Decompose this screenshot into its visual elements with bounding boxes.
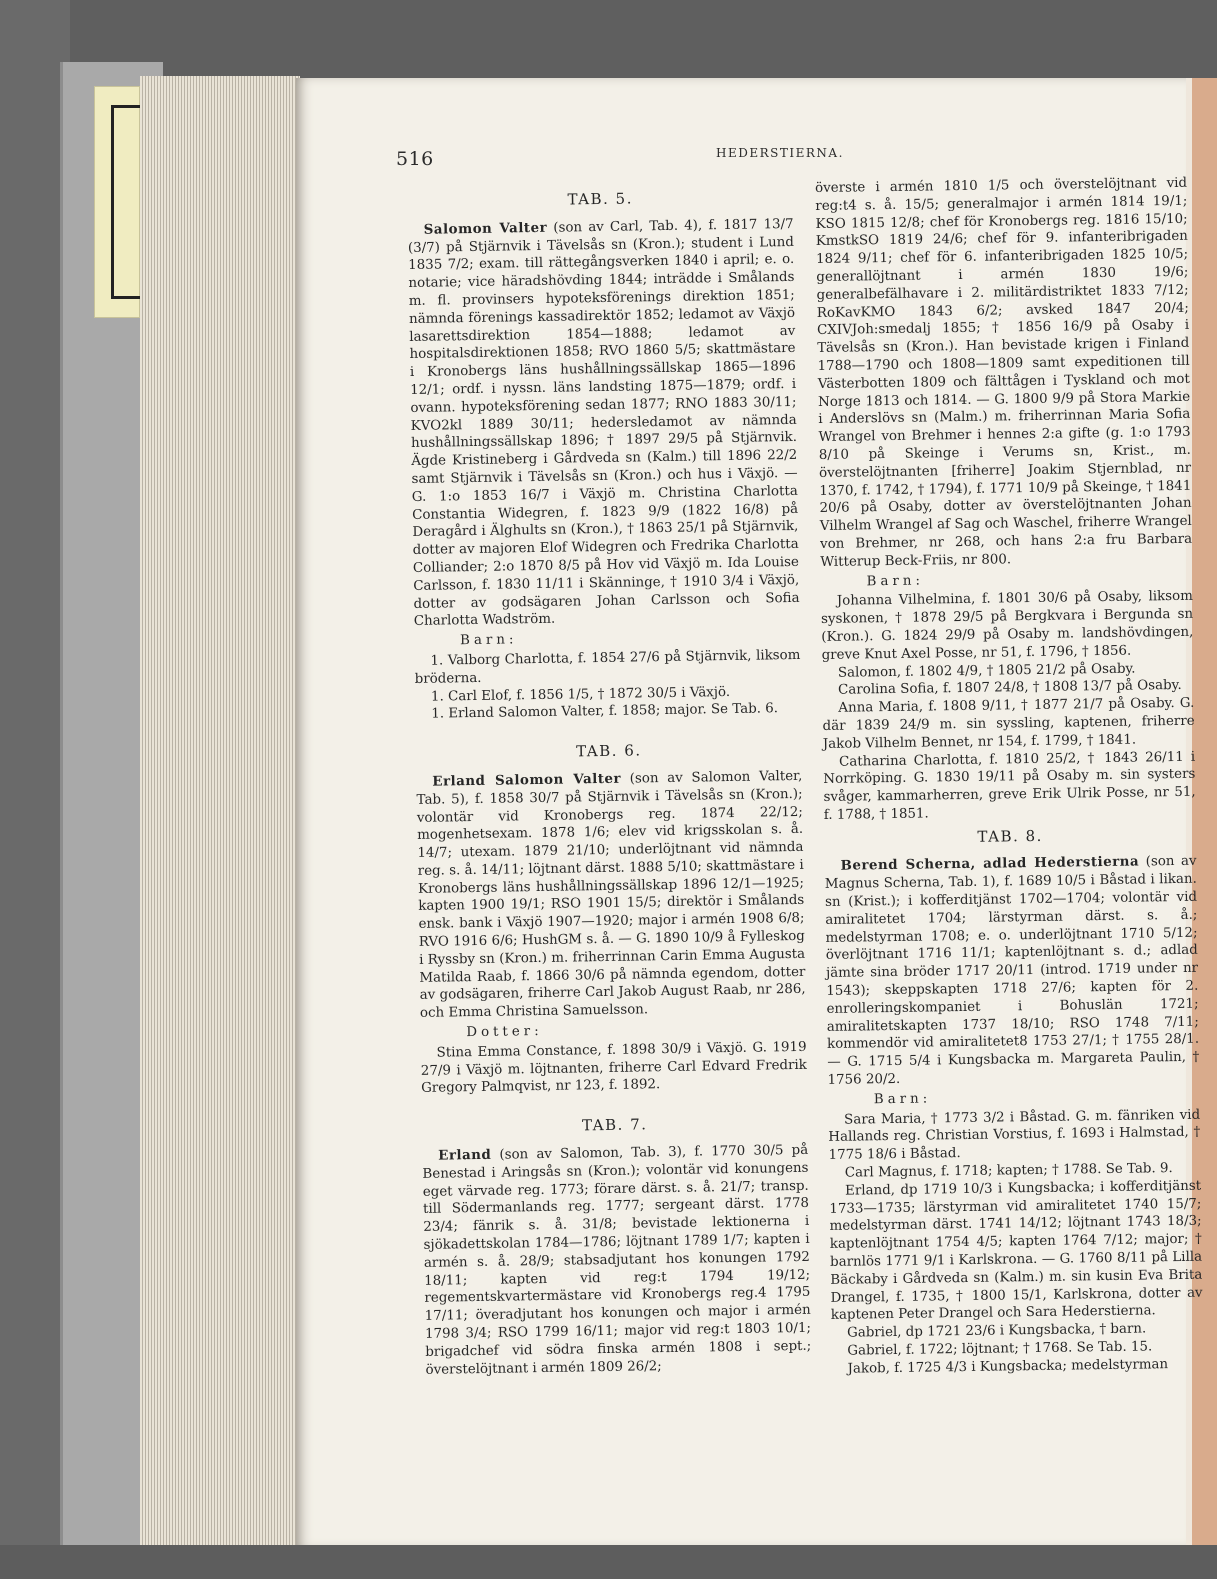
section-heading: TAB. 8.: [977, 826, 1043, 846]
entry-continuation: överste i armén 1810 1/5 och överstelöjtnant vid reg:t4 s. å. 15/5; generalmajor i armén 1814 19/1; KSO 1815 12/8; chef för Kronobergs reg. 1816 15/10; KmstkSO 1819 24/6; chef för 9. infanteribrigaden 1824 9/11; chef för 6. infanteribrigaden 1825 10/5; generallöjtnant i armén 1830 19/6; generalbefälhavare i 2. militärdistriktet 1833 7/12; RoKavKMO 1843 6/2; avsked 1847 20/4; CXIVJoh:smedalj 1855; † 1856 16/9 på Osaby i Tävelsås sn (Kron.). Han bevistade krigen i Finland 1788—1790 och 1808—1809 samt expeditionen till Västerbotten 1809 och fälttågen i Tyskland och mot Norge 1813 och 1814. — G. 1800 9/9 på Stora Markie i Anderslövs sn (Malm.) m. friherrinnan Maria Sofia Wrangel von Brehmer i hennes 2:a gifte (g. 1:o 1793 8/10 på Skeinge i Verums sn, Krist., m. överstelöjtnanten [friherre] Joakim Stjernblad, nr 1370, f. 1742, † 1794), f. 1771 10/9 på Skeinge, † 1841 20/6 på Osaby, dotter av överstelöjtnanten Johan Vilhelm Wrangel af Sag och Waschel, friherre Wrangel von Brehmer, nr 268, och hans 2:a fru Barbara Witterup Beck-Friis, nr 800.: [815, 175, 1193, 570]
entry-text: (son av Salomon Valter, Tab. 5), f. 1858 30/7 på Stjärnvik i Tävelsås sn (Kron.); volontär vid Kronobergs reg. 1874 22/12; mogenhetsexam. 1878 1/6; elev vid krigsskolan s. å. 14/7; utexam. 1879 21/10; underlöjtnant vid nämnda reg. s. å. 14/11; löjtnant därst. 1888 5/10; skattmästare i Kronobergs läns hushållningssällskap 1896 12/1—1925; kapten 1900 19/1; RSO 1901 15/5; direktör i Smålands ensk. bank i Växjö 1907—1920; major i armén 1908 6/8; RVO 1916 6/6; HushGM s. å. — G. 1890 10/9 å Fylleskog i Ryssby sn (Kron.) m. friherrinnan Carin Emma Augusta Matilda Raab, f. 1866 30/6 på nämnda egendom, dotter av godsägaren, friherre Carl Jakob August Raab, nr 286, och Emma Christina Samuelsson.: [416, 768, 806, 1022]
child-entry: Stina Emma Constance, f. 1898 30/9 i Växjö. G. 1919 27/9 i Växjö m. löjtnanten, friherre Carl Edvard Fredrik Gregory Palmqvist, nr 123, f. 1892.: [420, 1039, 807, 1097]
child-entry: Carl Magnus, f. 1718; kapten; † 1788. Se Tab. 9.: [844, 1161, 1173, 1181]
person-name: Erland: [438, 1146, 492, 1164]
person-entry: [408, 216, 800, 631]
children-label: Barn:: [866, 573, 925, 589]
page-number: 516: [396, 148, 434, 170]
child-entry: Jakob, f. 1725 4/3 i Kungsbacka; medelstyrman: [847, 1356, 1169, 1377]
section-heading: TAB. 7.: [581, 1115, 648, 1135]
child-entry: 1. Valborg Charlotta, f. 1854 27/6 på Stjärnvik, liksom bröderna.: [414, 647, 801, 687]
background-bottom: [0, 1545, 1217, 1579]
child-entry: Sara Maria, † 1773 3/2 i Båstad. G. m. fänriken vid Hallands reg. Christian Vorstius, f. 1693 i Halmstad, † 1775 18/6 i Båstad.: [828, 1107, 1201, 1164]
section-heading: TAB. 5.: [567, 189, 634, 209]
children-label: Dotter:: [466, 1024, 543, 1041]
entry-text: (son av Magnus Scherna, Tab. 1), f. 1689 10/5 i Båstad i likan. sn (Krist.); i kofferditjänst 1702—1704; volontär vid amiralitetet 1704; lärstyrman därst. s. å.; medelstyrman 1708; e. o. underlöjtnant 1710 5/12; överlöjtnant 1716 11/1; kaptenlöjtnant s. d.; adlad jämte sina bröder 1717 20/11 (introd. 1719 under nr 1543); skeppskapten 1718 27/6; kapten för 2. enrolleringskompaniet i Bohuslän 1721; amiralitetskapten 1737 18/10; RSO 1748 7/11; kommendör vid amiralitetet8 1753 27/1; † 1755 28/1. — G. 1715 5/4 i Kungsbacka m. Margareta Paulin, † 1756 20/2.: [824, 854, 1200, 1088]
child-entry: Johanna Vilhelmina, f. 1801 30/6 på Osaby, liksom syskonen, † 1878 29/5 på Bergkvara i Bergunda sn (Kron.). G. 1824 29/9 på Osaby m. landshövdingen, greve Knut Axel Posse, nr 51, f. 1796, † 1856.: [821, 589, 1194, 663]
person-entry: [416, 768, 806, 1023]
child-entry: Gabriel, f. 1722; löjtnant; † 1768. Se Tab. 15.: [847, 1339, 1153, 1359]
entry-text: (son av Salomon, Tab. 3), f. 1770 30/5 på Benestad i Aringsås sn (Kron.); volontär vid konungens eget värvade reg. 1773; förare därst. s. å. 21/7; transp. till Södermanlands reg. 1777; sergeant därst. 1778 23/4; fänrik s. å. 31/8; bevistade lektionerna i sjökadettskolan 1784—1786; löjtnant 1789 1/7; kapten i armén s. å. 28/9; stabsadjutant hos konungen 1792 18/11; kapten vid reg:t 1794 19/12; regementskvartermästare vid Kronobergs reg.4 1795 17/11; överadjutant hos konungen och major i armén 1798 3/4; RSO 1799 16/11; major vid reg:t 1803 10/1; brigadchef vid södra finska armén 1808 i sept.; överstelöjtnant i armén 1809 26/2;: [422, 1142, 812, 1378]
child-entry: Salomon, f. 1802 4/9, † 1805 21/2 på Osaby.: [837, 661, 1136, 681]
child-entry: Erland, dp 1719 10/3 i Kungsbacka; i kofferditjänst 1733—1735; lärstyrman vid amiralitetet 1740 15/7; medelstyrman därst. 1741 14/12; löjtnant 1743 18/3; kaptenlöjtnant 1754 4/5; kapten 1764 7/12; major; † barnlös 1771 9/1 i Karlskrona. — G. 1760 8/11 på Lilla Bäckaby i Gårdveda sn (Kalm.) m. sin kusin Eva Brita Drangel, f. 1735, † 1800 15/1, Karlskrona, dotter av kaptenen Peter Drangel och Sara Hederstierna.: [829, 1178, 1203, 1324]
section-heading: TAB. 6.: [576, 741, 642, 761]
child-entry: Carolina Sofia, f. 1807 24/8, † 1808 13/7 på Osaby.: [838, 678, 1182, 699]
person-name: Berend Scherna, adlad Hederstierna: [840, 854, 1140, 875]
children-label: Barn:: [460, 632, 518, 649]
bookmark-tab: [94, 86, 140, 318]
children-label: Barn:: [873, 1091, 932, 1108]
entry-text: (son av Carl, Tab. 4), f. 1817 13/7 (3/7) på Stjärnvik i Tävelsås sn (Kron.); student i Lund 1835 7/2; exam. till rättegångsverken 1840 i april; e. o. notarie; vice häradshövding 1844; inträdde i Smålands m. fl. provinsers hypoteksförenings direktion 1851; nämnda förenings kassadirektör 1852; ledamot av Växjö lasarettsdirektion 1854—1888; ledamot av hospitalsdirektionen 1858; RVO 1860 5/5; skattmästare i Kronobergs läns hushållningssällskap 1865—1896 12/1; ordf. i nyssn. läns landsting 1875—1879; ordf. i ovann. hypoteksförening sedan 1877; RNO 1883 30/11; KVO2kl 1889 30/11; hedersledamot av nämnda hushållningssällskap 1896; † 1897 29/5 på Stjärnvik. Ägde Kristineberg i Gårdveda sn (Kalm.) till 1896 22/2 samt Stjärnvik i Tävelsås sn (Kron.) och hus i Växjö. — G. 1:o 1853 16/7 i Växjö m. Christina Charlotta Constantia Widegren, f. 1823 9/9 (1822 16/8) på Deragård i Älghults sn (Kron.), † 1863 25/1 på Stjärnvik, dotter av majoren Elof Widegren och Fredrika Charlotta Colliander; 2:o 1870 8/5 på Hov vid Växjö m. Ida Louise Carlsson, f. 1830 11/11 i Skänninge, † 1910 3/4 i Växjö, dotter av godsägaren Johan Carlsson och Sofia Charlotta Wadström.: [407, 216, 800, 630]
person-entry: [824, 853, 1199, 1090]
child-entry: Catharina Charlotta, f. 1810 25/2, † 1843 26/11 i Norrköping. G. 1830 19/11 på Osaby m. sin systers svåger, kammarherren, greve Erik Ulrik Posse, nr 51, f. 1788, † 1851.: [823, 749, 1196, 823]
child-entry: 1. Carl Elof, f. 1856 1/5, † 1872 30/5 i Växjö.: [430, 684, 731, 705]
person-entry: [422, 1142, 812, 1379]
child-entry: 1. Erland Salomon Valter, f. 1858; major. Se Tab. 6.: [431, 701, 779, 722]
running-head: HEDERSTIERNA.: [716, 146, 844, 160]
left-column: [407, 182, 812, 1381]
page-edges: [140, 76, 300, 1559]
right-column: [815, 175, 1204, 1379]
bookmark-frame: [111, 105, 142, 299]
person-name: Erland Salomon Valter: [432, 770, 622, 790]
person-name: Salomon Valter: [423, 219, 548, 238]
child-entry: Anna Maria, f. 1808 9/11, † 1877 21/7 på Osaby. G. där 1839 24/9 m. sin syssling, kaptenen, friherre Jakob Vilhelm Bennet, nr 154, f. 1799, † 1841.: [822, 695, 1195, 752]
child-entry: Gabriel, dp 1721 23/6 i Kungsbacka, † barn.: [847, 1321, 1147, 1341]
